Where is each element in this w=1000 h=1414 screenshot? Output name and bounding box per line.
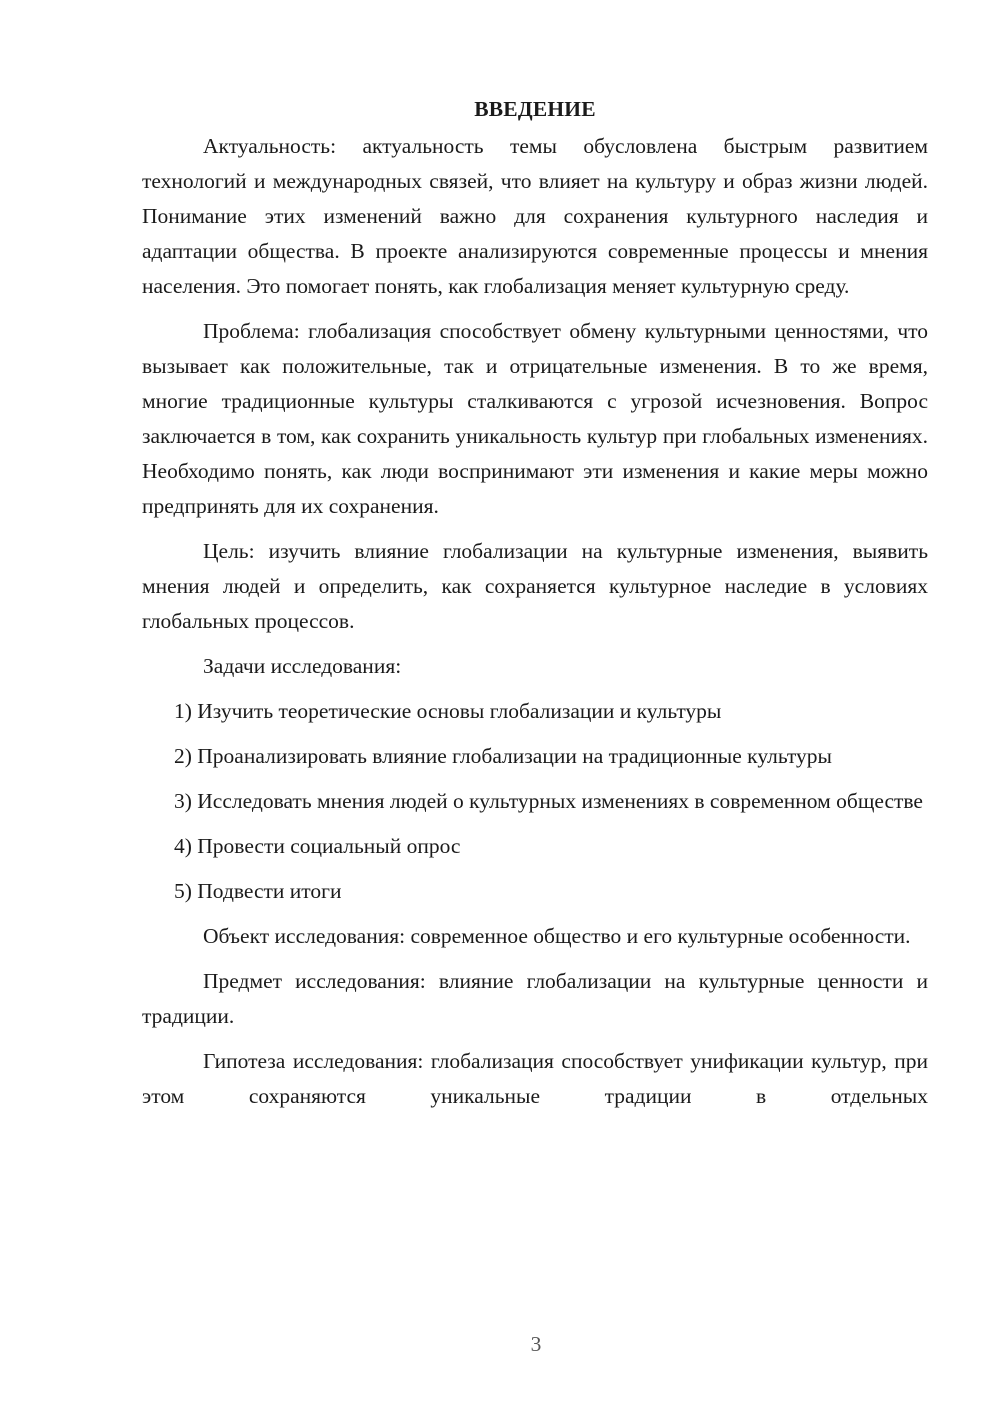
paragraph-goal: Цель: изучить влияние глобализации на культурные изменения, выявить мнения людей и определить, как сохраняется культурное наследие в условиях глобальных процессов. (142, 539, 928, 633)
paragraph-relevance: Актуальность: актуальность темы обусловлена быстрым развитием технологий и международных связей, что влияет на культуру и образ жизни людей. Понимание этих изменений важно для сохранения культурного наследия и адаптации общества. В проекте анализируются современные процессы и мнения населения. Это помогает понять, как глобализация меняет культурную среду. (142, 134, 928, 298)
task-item-1: 1) Изучить теоретические основы глобализации и культуры (174, 699, 722, 723)
section-heading: ВВЕДЕНИЕ (474, 97, 596, 121)
task-item-4: 4) Провести социальный опрос (174, 834, 461, 858)
tasks-title: Задачи исследования: (203, 654, 402, 678)
task-item-5: 5) Подвести итоги (174, 879, 342, 903)
document-page (142, 92, 928, 1124)
paragraph-problem: Проблема: глобализация способствует обмену культурными ценностями, что вызывает как положительные, так и отрицательные изменения. В то же время, многие традиционные культуры сталкиваются с угрозой исчезновения. Вопрос заключается в том, как сохранить уникальность культур при глобальных изменениях. Необходимо понять, как люди воспринимают эти изменения и какие меры можно предпринять для их сохранения. (142, 319, 928, 518)
task-item-2: 2) Проанализировать влияние глобализации на традиционные культуры (174, 744, 832, 768)
paragraph-hypothesis: Гипотеза исследования: глобализация способствует унификации культур, при этом сохраняются уникальные традиции в отдельных (142, 1049, 928, 1108)
paragraph-subject: Предмет исследования: влияние глобализации на культурные ценности и традиции. (142, 969, 928, 1028)
page-number: 3 (530, 1332, 542, 1356)
paragraph-object: Объект исследования: современное общество и его культурные особенности. (203, 924, 911, 948)
task-item-3: 3) Исследовать мнения людей о культурных изменениях в современном обществе (174, 789, 923, 813)
